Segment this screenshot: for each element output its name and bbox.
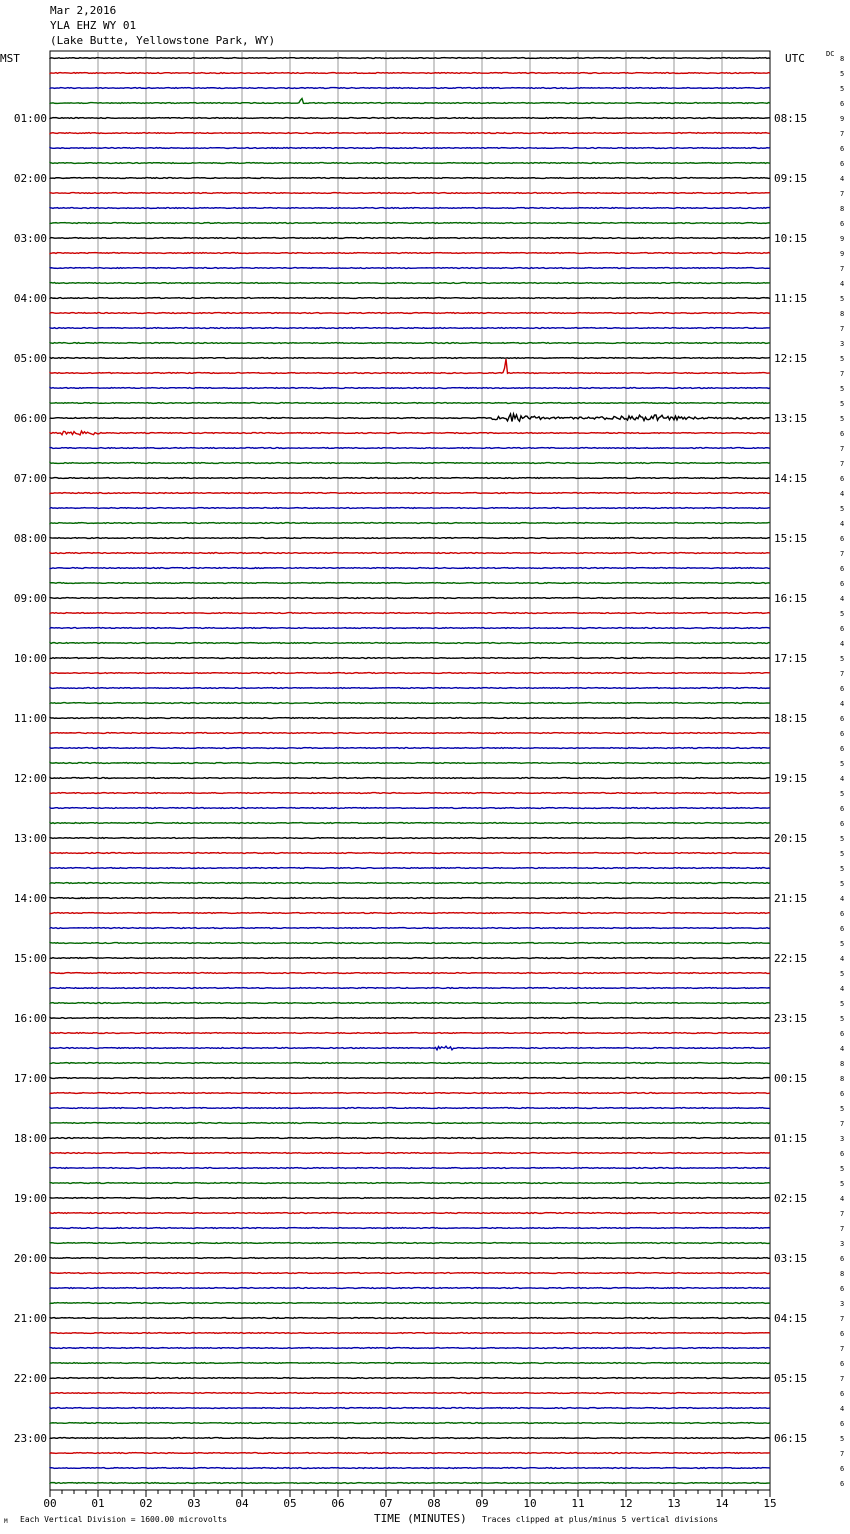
- mst-hour-label: 18:00: [13, 1132, 47, 1145]
- trace-row: [50, 538, 770, 539]
- x-tick-label: 10: [523, 1497, 537, 1510]
- trace-row: [50, 628, 770, 629]
- dc-offset-value: 6: [840, 925, 845, 933]
- dc-offset-value: 5: [840, 850, 845, 858]
- trace-row: [50, 1003, 770, 1004]
- trace-row: [50, 358, 770, 359]
- dc-offset-value: 4: [840, 1195, 845, 1203]
- mst-hour-label: 09:00: [13, 592, 47, 605]
- mst-hour-label: 21:00: [13, 1312, 47, 1325]
- dc-offset-value: 7: [840, 1375, 845, 1383]
- trace-row: [50, 343, 770, 344]
- dc-offset-value: 6: [840, 1285, 845, 1293]
- x-tick-label: 09: [475, 1497, 489, 1510]
- dc-offset-value: 7: [840, 130, 845, 138]
- dc-offset-value: 3: [840, 1300, 845, 1308]
- trace-row: [50, 1288, 770, 1289]
- trace-row: [50, 928, 770, 929]
- dc-label: DC: [826, 50, 835, 58]
- dc-offset-value: 6: [840, 685, 845, 693]
- dc-offset-value: 7: [840, 1450, 845, 1458]
- trace-row: [50, 808, 770, 809]
- mst-hour-label: 04:00: [13, 292, 47, 305]
- dc-offset-value: 5: [840, 790, 845, 798]
- trace-row: [50, 118, 770, 119]
- utc-hour-label: 03:15: [774, 1252, 808, 1265]
- dc-offset-value: 5: [840, 85, 845, 93]
- trace-row: [50, 283, 770, 284]
- trace-row: [50, 1093, 770, 1094]
- dc-offset-value: 6: [840, 1030, 845, 1038]
- trace-row: [50, 1423, 770, 1424]
- x-tick-label: 05: [283, 1497, 297, 1510]
- trace-row: [50, 1258, 770, 1259]
- trace-row: [50, 958, 770, 959]
- dc-offset-value: 7: [840, 265, 845, 273]
- utc-hour-label: 05:15: [774, 1372, 808, 1385]
- dc-offset-value: 3: [840, 340, 845, 348]
- utc-hour-label: 15:15: [774, 532, 808, 545]
- dc-offset-value: 6: [840, 565, 845, 573]
- x-tick-label: 13: [667, 1497, 681, 1510]
- trace-row: [50, 1108, 770, 1109]
- clip-note: Traces clipped at plus/minus 5 vertical divisions: [482, 1515, 719, 1524]
- corner-mark: M: [4, 1518, 8, 1525]
- trace-row: [50, 703, 770, 704]
- utc-hour-label: 02:15: [774, 1192, 808, 1205]
- dc-offset-value: 6: [840, 1480, 845, 1488]
- trace-row: [50, 1138, 770, 1139]
- trace-row: [50, 688, 770, 689]
- x-tick-label: 12: [619, 1497, 633, 1510]
- trace-row: [50, 598, 770, 599]
- mst-hour-label: 05:00: [13, 352, 47, 365]
- trace-row: [50, 988, 770, 989]
- x-tick-label: 01: [91, 1497, 105, 1510]
- x-tick-label: 15: [763, 1497, 777, 1510]
- trace-row: [50, 1198, 770, 1199]
- dc-offset-value: 7: [840, 1225, 845, 1233]
- utc-hour-label: 08:15: [774, 112, 808, 125]
- trace-row: [50, 298, 770, 299]
- trace-row: [50, 733, 770, 734]
- trace-row: [50, 853, 770, 854]
- dc-offset-value: 7: [840, 190, 845, 198]
- trace-row: [50, 973, 770, 974]
- dc-offset-value: 4: [840, 955, 845, 963]
- utc-hour-label: 22:15: [774, 952, 808, 965]
- trace-row: [50, 943, 770, 944]
- x-axis-title: TIME (MINUTES): [374, 1512, 467, 1525]
- dc-offset-value: 6: [840, 715, 845, 723]
- utc-hour-label: 04:15: [774, 1312, 808, 1325]
- dc-offset-value: 8: [840, 55, 845, 63]
- mst-hour-label: 07:00: [13, 472, 47, 485]
- utc-hour-label: 23:15: [774, 1012, 808, 1025]
- dc-offset-value: 5: [840, 655, 845, 663]
- trace-row: [50, 1123, 770, 1124]
- trace-row: [50, 1408, 770, 1409]
- dc-offset-value: 6: [840, 1420, 845, 1428]
- utc-hour-label: 18:15: [774, 712, 808, 725]
- dc-offset-value: 6: [840, 805, 845, 813]
- trace-row: [50, 913, 770, 914]
- x-tick-label: 04: [235, 1497, 249, 1510]
- mst-hour-label: 20:00: [13, 1252, 47, 1265]
- trace-row: [50, 223, 770, 224]
- dc-offset-value: 3: [840, 1135, 845, 1143]
- dc-offset-value: 4: [840, 490, 845, 498]
- dc-offset-value: 5: [840, 970, 845, 978]
- x-tick-label: 02: [139, 1497, 153, 1510]
- dc-offset-value: 6: [840, 1255, 845, 1263]
- trace-row: [50, 1213, 770, 1214]
- trace-row: [50, 1468, 770, 1469]
- dc-offset-value: 6: [840, 160, 845, 168]
- dc-offset-value: 4: [840, 895, 845, 903]
- trace-row: [50, 359, 770, 373]
- dc-offset-value: 5: [840, 385, 845, 393]
- trace-row: [50, 643, 770, 644]
- trace-row: [50, 133, 770, 134]
- trace-row: [50, 1333, 770, 1334]
- mst-hour-label: 11:00: [13, 712, 47, 725]
- trace-row: [50, 178, 770, 179]
- trace-row: [50, 388, 770, 389]
- mst-hour-label: 06:00: [13, 412, 47, 425]
- trace-row: [50, 193, 770, 194]
- dc-offset-value: 7: [840, 370, 845, 378]
- trace-row: [50, 463, 770, 464]
- utc-hour-label: 00:15: [774, 1072, 808, 1085]
- trace-row: [50, 1348, 770, 1349]
- dc-offset-value: 6: [840, 580, 845, 588]
- dc-offset-value: 5: [840, 880, 845, 888]
- trace-row: [50, 1168, 770, 1169]
- trace-row: [50, 431, 770, 435]
- dc-offset-value: 6: [840, 1090, 845, 1098]
- dc-offset-value: 5: [840, 610, 845, 618]
- scale-note: Each Vertical Division = 1600.00 microvolts: [20, 1515, 228, 1524]
- dc-offset-value: 6: [840, 1330, 845, 1338]
- dc-offset-value: 8: [840, 205, 845, 213]
- utc-hour-label: 19:15: [774, 772, 808, 785]
- trace-row: [50, 673, 770, 674]
- dc-offset-value: 7: [840, 325, 845, 333]
- station-label: YLA EHZ WY 01: [50, 19, 137, 32]
- trace-row: [50, 98, 770, 103]
- dc-offset-value: 3: [840, 1240, 845, 1248]
- date-label: Mar 2,2016: [50, 4, 117, 17]
- trace-row: [50, 253, 770, 254]
- trace-row: [50, 1018, 770, 1019]
- mst-hour-label: 22:00: [13, 1372, 47, 1385]
- dc-offset-value: 5: [840, 1105, 845, 1113]
- dc-offset-value: 7: [840, 1345, 845, 1353]
- trace-row: [50, 748, 770, 749]
- trace-row: [50, 1273, 770, 1274]
- trace-row: [50, 1033, 770, 1034]
- dc-offset-value: 6: [840, 625, 845, 633]
- dc-offset-value: 5: [840, 1165, 845, 1173]
- trace-row: [50, 1483, 770, 1484]
- dc-offset-value: 6: [840, 1465, 845, 1473]
- dc-offset-value: 5: [840, 1015, 845, 1023]
- utc-hour-label: 14:15: [774, 472, 808, 485]
- dc-offset-value: 8: [840, 310, 845, 318]
- trace-row: [50, 613, 770, 614]
- dc-offset-value: 4: [840, 1405, 845, 1413]
- trace-row: [50, 1078, 770, 1079]
- utc-hour-label: 01:15: [774, 1132, 808, 1145]
- trace-row: [50, 88, 770, 89]
- dc-offset-value: 5: [840, 400, 845, 408]
- x-tick-label: 06: [331, 1497, 345, 1510]
- x-tick-label: 07: [379, 1497, 393, 1510]
- trace-row: [50, 1393, 770, 1394]
- trace-row: [50, 493, 770, 494]
- trace-row: [50, 1153, 770, 1154]
- mst-hour-label: 16:00: [13, 1012, 47, 1025]
- trace-row: [50, 478, 770, 479]
- trace-row: [50, 238, 770, 239]
- trace-row: [50, 1228, 770, 1229]
- trace-row: [50, 313, 770, 314]
- dc-offset-value: 6: [840, 910, 845, 918]
- trace-row: [50, 1378, 770, 1379]
- dc-offset-value: 8: [840, 1075, 845, 1083]
- dc-offset-value: 5: [840, 505, 845, 513]
- dc-offset-value: 6: [840, 535, 845, 543]
- mst-hour-label: 23:00: [13, 1432, 47, 1445]
- trace-row: [50, 883, 770, 884]
- dc-offset-value: 4: [840, 175, 845, 183]
- utc-hour-label: 21:15: [774, 892, 808, 905]
- dc-offset-value: 5: [840, 865, 845, 873]
- trace-row: [50, 1363, 770, 1364]
- mst-hour-label: 14:00: [13, 892, 47, 905]
- trace-row: [50, 208, 770, 209]
- trace-row: [50, 658, 770, 659]
- dc-offset-value: 4: [840, 595, 845, 603]
- mst-hour-label: 10:00: [13, 652, 47, 665]
- dc-offset-value: 4: [840, 520, 845, 528]
- dc-offset-value: 6: [840, 1390, 845, 1398]
- trace-row: [50, 838, 770, 839]
- dc-offset-value: 7: [840, 445, 845, 453]
- utc-hour-label: 12:15: [774, 352, 808, 365]
- utc-hour-label: 06:15: [774, 1432, 808, 1445]
- utc-hour-label: 09:15: [774, 172, 808, 185]
- dc-offset-value: 6: [840, 730, 845, 738]
- dc-offset-value: 6: [840, 745, 845, 753]
- dc-offset-value: 8: [840, 1060, 845, 1068]
- trace-row: [50, 73, 770, 74]
- dc-offset-value: 4: [840, 985, 845, 993]
- trace-row: [50, 898, 770, 899]
- dc-offset-value: 6: [840, 820, 845, 828]
- utc-hour-label: 10:15: [774, 232, 808, 245]
- dc-offset-value: 4: [840, 1045, 845, 1053]
- mst-hour-label: 13:00: [13, 832, 47, 845]
- dc-offset-value: 4: [840, 700, 845, 708]
- trace-row: [50, 568, 770, 569]
- dc-offset-value: 6: [840, 220, 845, 228]
- trace-row: [50, 508, 770, 509]
- dc-offset-value: 8: [840, 1270, 845, 1278]
- trace-row: [50, 1183, 770, 1184]
- trace-row: [50, 763, 770, 764]
- utc-hour-label: 13:15: [774, 412, 808, 425]
- utc-hour-label: 17:15: [774, 652, 808, 665]
- mst-hour-label: 02:00: [13, 172, 47, 185]
- dc-offset-value: 7: [840, 670, 845, 678]
- trace-row: [50, 868, 770, 869]
- dc-offset-value: 7: [840, 550, 845, 558]
- trace-row: [50, 1438, 770, 1439]
- x-tick-label: 14: [715, 1497, 729, 1510]
- mst-hour-label: 19:00: [13, 1192, 47, 1205]
- dc-offset-value: 9: [840, 115, 845, 123]
- trace-row: [50, 1318, 770, 1319]
- dc-offset-value: 5: [840, 760, 845, 768]
- trace-row: [50, 793, 770, 794]
- trace-row: [50, 448, 770, 449]
- dc-offset-value: 6: [840, 1360, 845, 1368]
- trace-row: [50, 778, 770, 779]
- dc-offset-value: 5: [840, 1180, 845, 1188]
- trace-row: [50, 553, 770, 554]
- utc-label: UTC: [785, 52, 805, 65]
- mst-hour-label: 15:00: [13, 952, 47, 965]
- trace-row: [50, 414, 770, 422]
- x-tick-label: 00: [43, 1497, 57, 1510]
- utc-hour-label: 11:15: [774, 292, 808, 305]
- x-tick-label: 03: [187, 1497, 201, 1510]
- trace-row: [50, 163, 770, 164]
- dc-offset-value: 5: [840, 415, 845, 423]
- dc-offset-value: 7: [840, 1120, 845, 1128]
- dc-offset-value: 5: [840, 1435, 845, 1443]
- mst-label: MST: [0, 52, 20, 65]
- dc-offset-value: 6: [840, 1150, 845, 1158]
- trace-row: [50, 268, 770, 269]
- trace-row: [50, 403, 770, 404]
- trace-row: [50, 583, 770, 584]
- location-label: (Lake Butte, Yellowstone Park, WY): [50, 34, 276, 47]
- trace-row: [50, 718, 770, 719]
- dc-offset-value: 6: [840, 145, 845, 153]
- dc-offset-value: 5: [840, 70, 845, 78]
- trace-row: [50, 1453, 770, 1454]
- trace-row: [50, 1046, 770, 1050]
- trace-row: [50, 148, 770, 149]
- trace-row: [50, 328, 770, 329]
- dc-offset-value: 7: [840, 1315, 845, 1323]
- dc-offset-value: 9: [840, 250, 845, 258]
- dc-offset-value: 6: [840, 430, 845, 438]
- dc-offset-value: 5: [840, 295, 845, 303]
- dc-offset-value: 6: [840, 475, 845, 483]
- utc-hour-label: 16:15: [774, 592, 808, 605]
- mst-hour-label: 08:00: [13, 532, 47, 545]
- dc-offset-value: 4: [840, 640, 845, 648]
- dc-offset-value: 5: [840, 1000, 845, 1008]
- dc-offset-value: 4: [840, 775, 845, 783]
- dc-offset-value: 4: [840, 280, 845, 288]
- mst-hour-label: 01:00: [13, 112, 47, 125]
- dc-offset-value: 5: [840, 940, 845, 948]
- trace-row: [50, 523, 770, 524]
- dc-offset-value: 5: [840, 355, 845, 363]
- mst-hour-label: 17:00: [13, 1072, 47, 1085]
- x-tick-label: 08: [427, 1497, 441, 1510]
- trace-row: [50, 1303, 770, 1304]
- dc-offset-value: 6: [840, 100, 845, 108]
- utc-hour-label: 20:15: [774, 832, 808, 845]
- dc-offset-value: 9: [840, 235, 845, 243]
- trace-row: [50, 1243, 770, 1244]
- dc-offset-value: 7: [840, 1210, 845, 1218]
- x-tick-label: 11: [571, 1497, 585, 1510]
- trace-row: [50, 1063, 770, 1064]
- mst-hour-label: 03:00: [13, 232, 47, 245]
- dc-offset-value: 5: [840, 835, 845, 843]
- trace-row: [50, 58, 770, 59]
- trace-row: [50, 823, 770, 824]
- mst-hour-label: 12:00: [13, 772, 47, 785]
- dc-offset-value: 7: [840, 460, 845, 468]
